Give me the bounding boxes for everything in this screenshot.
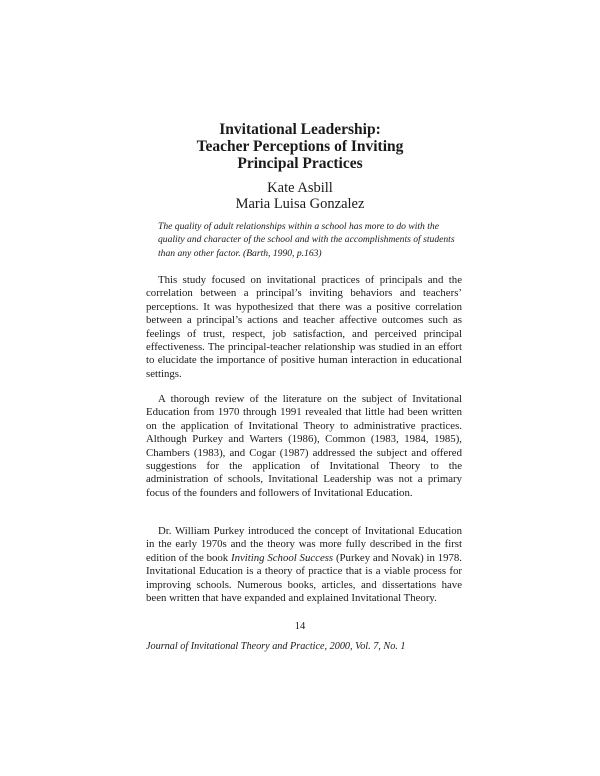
epigraph-quote: The quality of adult relationships within a school has more to do with the quality and character of the school and with the accomplishments of students than any other factor. (Barth, 1990, p.163) [158, 221, 455, 259]
page-number: 14 [294, 621, 306, 632]
book-title: Inviting School Success [230, 551, 334, 564]
author-1: Kate Asbill [267, 180, 333, 196]
paragraph-1: This study focused on invitational practices of principals and the correlation between a principal’s inviting behaviors and teachers’ perceptions. It was hypothesized that there was a positive correlation between a principal’s actions and teacher affective outcomes such as feelings of trust, respect, job satisfaction, and perceived principal effectiveness. The principal-teacher relationship was studied in an effort to elucidate the importance of positive human interaction in educational settings. [146, 274, 462, 380]
journal-citation: Journal of Invitational Theory and Practice, 2000, Vol. 7, No. 1 [146, 641, 406, 652]
title-line-3: Principal Practices [237, 155, 363, 172]
author-2: Maria Luisa Gonzalez [235, 196, 365, 212]
paragraph-3 [146, 525, 462, 605]
title-line-1: Invitational Leadership: [219, 121, 381, 138]
title-line-2: Teacher Perceptions of Inviting [196, 138, 404, 155]
paragraph-3-text-end: (Purkey and Novak) in 1978. Invitational Education is a theory of practice that is a viable process for improving schools. Numerous books, articles, and dissertations have been written that have expanded and explained Invitational Theory. [146, 551, 462, 605]
paragraph-3-text-start: Dr. William Purkey introduced the concept of Invitational Education in the early 1970s and the theory was more fully described in the first edition of the book [146, 525, 462, 564]
paragraph-2: A thorough review of the literature on the subject of Invitational Education from 1970 through 1991 revealed that little had been written on the application of Invitational Theory to administrative practices. Although Purkey and Warters (1986), Common (1983, 1984, 1985), Chambers (1983), and Cogar (1987) addressed the subject and offered suggestions for the application of Invitational Theory to the administration of schools, Invitational Leadership was not a primary focus of the founders and followers of Invitational Education. [146, 393, 462, 499]
